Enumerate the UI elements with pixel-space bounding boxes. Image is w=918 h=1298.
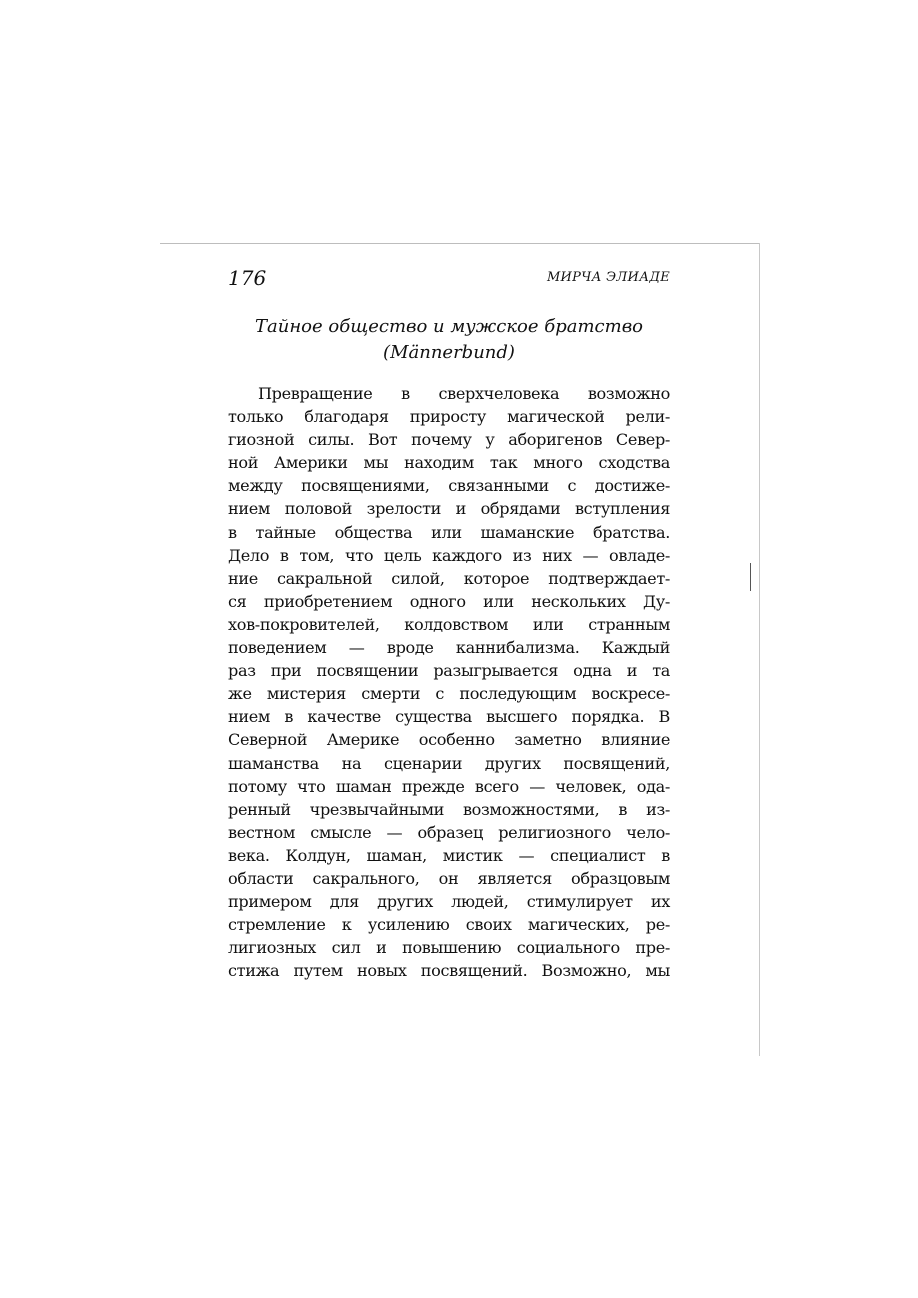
- text-line: стремление к усилению своих магических, ре-: [228, 915, 670, 935]
- text-line: Дело в том, что цель каждого из них — овладе-: [228, 545, 670, 565]
- body-paragraph: [228, 382, 670, 982]
- page-edge-top: [160, 243, 759, 244]
- text-line: поведением — вроде каннибализма. Каждый: [228, 638, 670, 658]
- text-line: Превращение в сверхчеловека возможно: [258, 384, 670, 403]
- page-number: 176: [228, 266, 267, 290]
- text-line: ние сакральной силой, которое подтверждает-: [228, 568, 670, 588]
- text-line: нием половой зрелости и обрядами вступления: [228, 499, 670, 519]
- text-line: только благодаря приросту магической рели-: [228, 407, 670, 427]
- text-line: раз при посвящении разыгрывается одна и та: [228, 661, 670, 681]
- section-title-line: Тайное общество и мужское братство: [254, 316, 644, 337]
- margin-mark: [750, 563, 751, 591]
- section-title-subtitle: (Männerbund): [383, 342, 515, 363]
- text-line: примером для других людей, стимулирует их: [228, 892, 670, 912]
- running-head: [228, 266, 670, 292]
- page-edge-right: [759, 243, 760, 1056]
- text-line: нием в качестве существа высшего порядка. В: [228, 707, 670, 727]
- text-line: между посвящениями, связанными с достиже-: [228, 476, 670, 496]
- text-line: гиозной силы. Вот почему у аборигенов Север-: [228, 430, 670, 450]
- text-line: лигиозных сил и повышению социального пре-: [228, 938, 670, 958]
- text-line: века. Колдун, шаман, мистик — специалист в: [228, 845, 670, 865]
- text-line: ренный чрезвычайными возможностями, в из-: [228, 799, 670, 819]
- section-title: [228, 314, 670, 366]
- text-line: хов-покровителей, колдовством или странным: [228, 614, 670, 634]
- running-head-author: МИРЧА ЭЛИАДЕ: [546, 270, 670, 285]
- text-line: Северной Америке особенно заметно влияние: [228, 730, 670, 750]
- text-line: ной Америки мы находим так много сходства: [228, 453, 670, 473]
- text-line: шаманства на сценарии других посвящений,: [228, 753, 670, 773]
- text-line: ся приобретением одного или нескольких Ду-: [228, 591, 670, 611]
- text-line: потому что шаман прежде всего — человек, ода-: [228, 776, 670, 796]
- text-line: стижа путем новых посвящений. Возможно, мы: [228, 961, 670, 981]
- text-line: вестном смысле — образец религиозного чело-: [228, 822, 670, 842]
- text-line: области сакрального, он является образцовым: [228, 868, 670, 888]
- text-line: же мистерия смерти с последующим воскресе-: [228, 684, 670, 704]
- text-line: в тайные общества или шаманские братства.: [228, 522, 670, 542]
